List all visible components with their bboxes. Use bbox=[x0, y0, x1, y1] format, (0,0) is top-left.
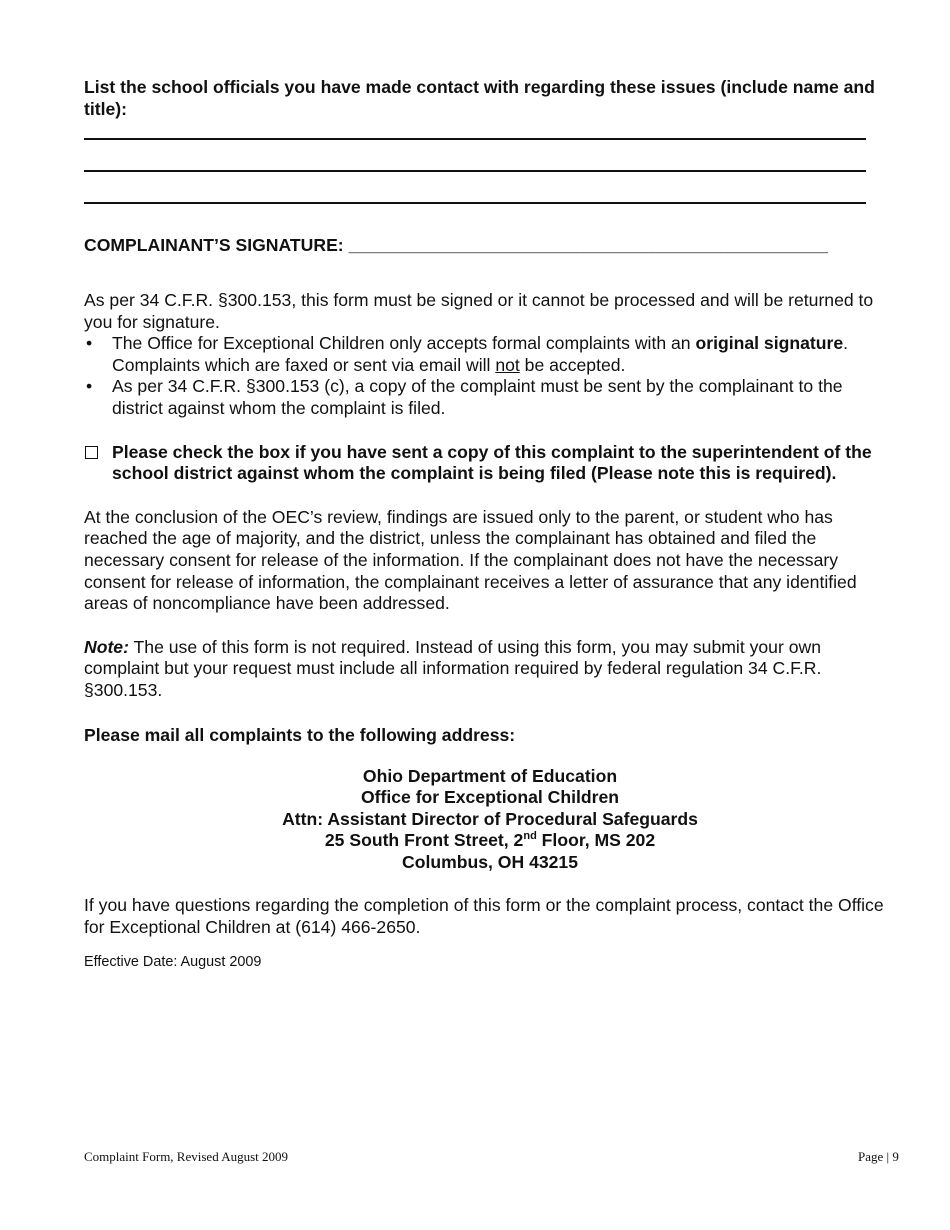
signing-notice: As per 34 C.F.R. §300.153, this form must be signed or it cannot be processed and will be returned to you for signature. bbox=[84, 290, 874, 332]
mailing-address bbox=[84, 766, 896, 874]
copy-sent-label: Please check the box if you have sent a copy of this complaint to the superintendent of the school district against whom the complaint is being filed (Please note this is required). bbox=[112, 441, 872, 484]
address-line: Ohio Department of Education bbox=[362, 765, 618, 786]
contact-paragraph: If you have questions regarding the completion of this form or the complaint process, contact the Office for Exceptional Children at (614) 466-2650. bbox=[84, 895, 884, 938]
signature-row bbox=[84, 234, 896, 256]
note-label: Note: bbox=[84, 636, 129, 657]
signature-field[interactable]: _________________________________________________ bbox=[348, 235, 829, 255]
bullet-icon: • bbox=[86, 333, 93, 354]
note-paragraph: Note: The use of this form is not required. Instead of using this form, you may submit your own complaint but your request must include all information required by federal regulation 34 C.F.R. §300.153. bbox=[84, 636, 822, 700]
contact-line-1[interactable] bbox=[84, 138, 866, 140]
address-line: Attn: Assistant Director of Procedural Safeguards bbox=[282, 808, 698, 829]
signature-label: COMPLAINANT’S SIGNATURE: bbox=[84, 235, 344, 255]
address-line: 25 South Front Street, 2nd Floor, MS 202 bbox=[324, 830, 656, 851]
copy-sent-checkbox[interactable] bbox=[85, 446, 98, 459]
footer-title: Complaint Form, Revised August 2009 bbox=[84, 1149, 289, 1164]
address-line: Office for Exceptional Children bbox=[360, 787, 620, 808]
contact-line-3[interactable] bbox=[84, 202, 866, 204]
list-item: • As per 34 C.F.R. §300.153 (c), a copy of the complaint must be sent by the complainant to the district against whom the complaint is filed. bbox=[86, 376, 843, 418]
address-line: Columbus, OH 43215 bbox=[402, 851, 578, 872]
contact-line-2[interactable] bbox=[84, 170, 866, 172]
effective-date: Effective Date: August 2009 bbox=[84, 953, 262, 970]
contact-officials-heading: List the school officials you have made contact with regarding these issues (include name and title): bbox=[84, 77, 875, 119]
conclusion-paragraph: At the conclusion of the OEC’s review, findings are issued only to the parent, or student who has reached the age of majority, and the district, unless the complainant has obtained and filed the necessary consent for release of the information. If the complainant does not have the necessary consent for release of information, the complainant receives a letter of assurance that any identified areas of noncompliance have been addressed. bbox=[84, 506, 857, 614]
contact-lines bbox=[84, 138, 896, 204]
mail-heading: Please mail all complaints to the following address: bbox=[84, 724, 516, 745]
copy-sent-checkbox-row bbox=[84, 442, 896, 485]
list-item: • The Office for Exceptional Children only accepts formal complaints with an original signature. Complaints which are faxed or sent via email will not be accepted. bbox=[86, 333, 848, 375]
bullet-icon: • bbox=[86, 376, 93, 397]
form-page bbox=[84, 76, 896, 971]
requirements-list bbox=[84, 333, 896, 419]
page-number: Page | 9 bbox=[858, 1149, 899, 1164]
